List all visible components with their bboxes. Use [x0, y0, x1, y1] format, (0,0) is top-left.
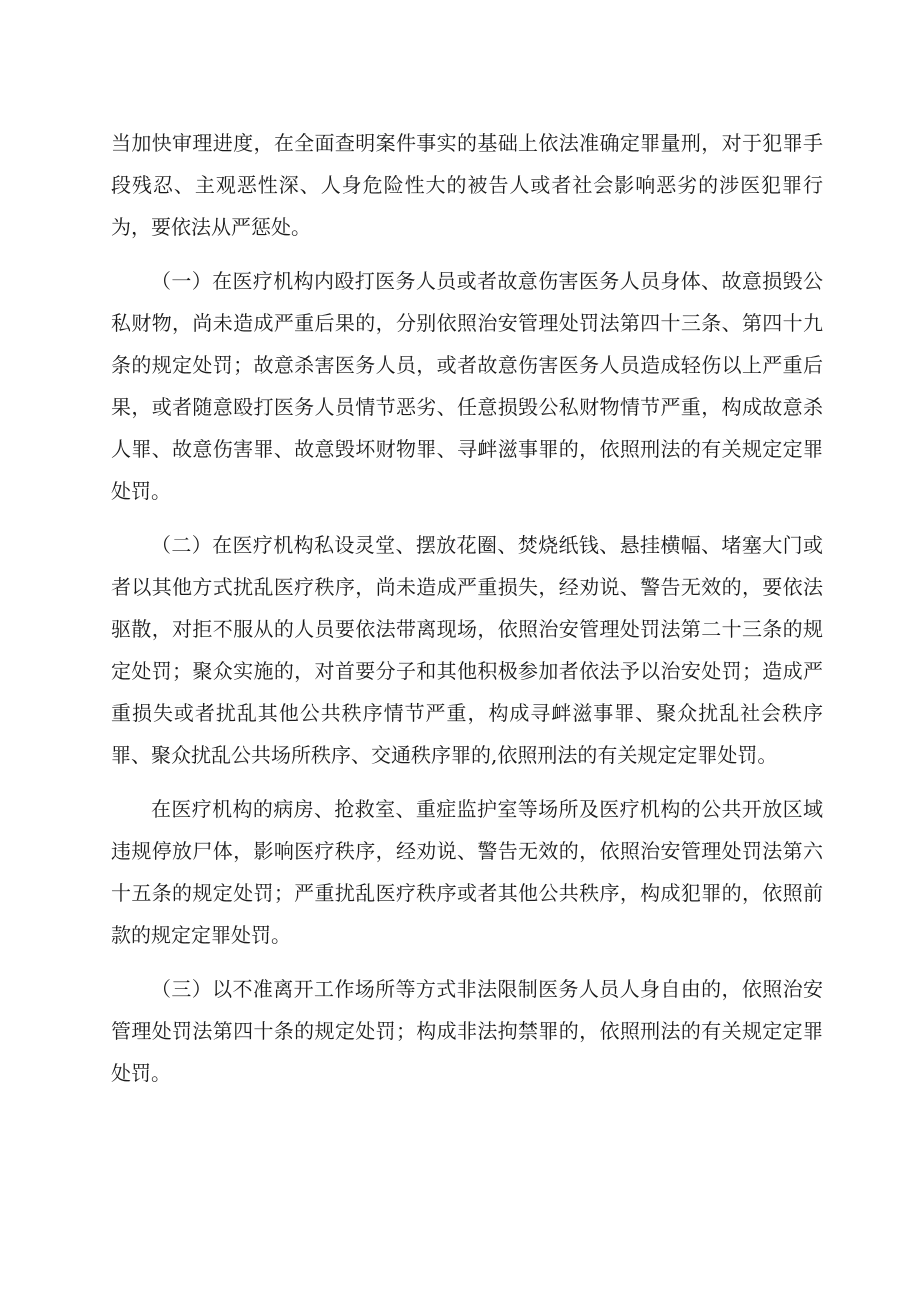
paragraph-item-two: （二）在医疗机构私设灵堂、摆放花圈、焚烧纸钱、悬挂横幅、堵塞大门或者以其他方式扰乱医疗秩序，尚未造成严重损失，经劝说、警告无效的，要依法驱散，对拒不服从的人员要依法带离现场，依照治安管理处罚法第二十三条的规定处罚；聚众实施的，对首要分子和其他积极参加者依法予以治安处罚；造成严重损失或者扰乱其他公共秩序情节严重，构成寻衅滋事罪、聚众扰乱社会秩序罪、聚众扰乱公共场所秩序、交通秩序罪的,依照刑法的有关规定定罪处罚。: [111, 533, 823, 767]
paragraph-item-one: （一）在医疗机构内殴打医务人员或者故意伤害医务人员身体、故意损毁公私财物，尚未造成严重后果的，分别依照治安管理处罚法第四十三条、第四十九条的规定处罚；故意杀害医务人员，或者故意伤害医务人员造成轻伤以上严重后果，或者随意殴打医务人员情节恶劣、任意损毁公私财物情节严重，构成故意杀人罪、故意伤害罪、故意毁坏财物罪、寻衅滋事罪的，依照刑法的有关规定定罪处罚。: [111, 269, 823, 503]
paragraph-corpse-parking: 在医疗机构的病房、抢救室、重症监护室等场所及医疗机构的公共开放区域违规停放尸体，影响医疗秩序，经劝说、警告无效的，依照治安管理处罚法第六十五条的规定处罚；严重扰乱医疗秩序或者其他公共秩序，构成犯罪的，依照前款的规定定罪处罚。: [111, 797, 823, 947]
paragraph-item-three: （三）以不准离开工作场所等方式非法限制医务人员人身自由的，依照治安管理处罚法第四十条的规定处罚；构成非法拘禁罪的，依照刑法的有关规定定罪处罚。: [111, 977, 823, 1085]
document-body: [111, 122, 823, 1094]
paragraph-continuation: 当加快审理进度，在全面查明案件事实的基础上依法准确定罪量刑，对于犯罪手段残忍、主观恶性深、人身危险性大的被告人或者社会影响恶劣的涉医犯罪行为，要依法从严惩处。: [111, 131, 823, 239]
